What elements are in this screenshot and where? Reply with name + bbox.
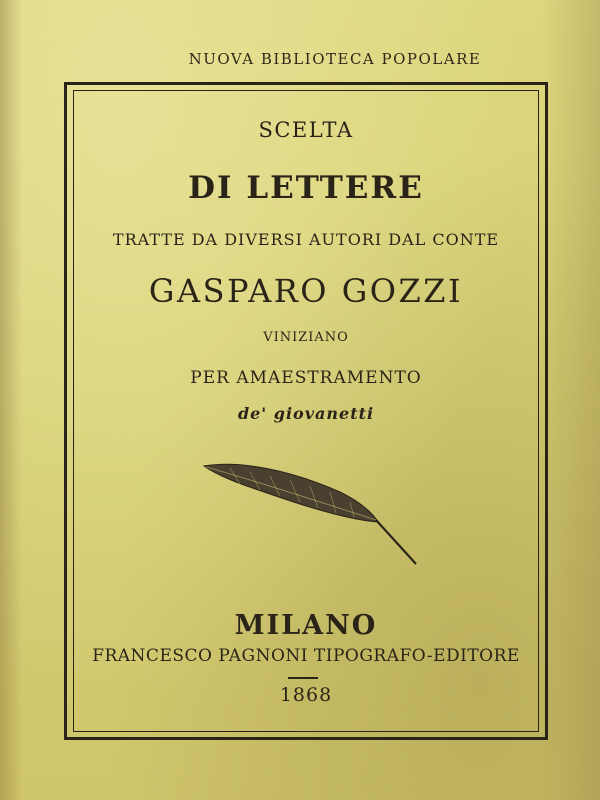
audience-line: de' giovanetti [237,404,375,423]
quill-pen-icon [200,458,422,570]
author-origin: VINIZIANO [263,330,349,345]
title-main: DI LETTERE [188,170,424,206]
imprint-divider [288,677,318,679]
series-title: NUOVA BIBLIOTECA POPOLARE [188,50,482,68]
purpose-line: PER AMAESTRAMENTO [190,368,422,388]
title-small: SCELTA [258,118,354,142]
subtitle: TRATTE DA DIVERSI AUTORI DAL CONTE [112,230,500,249]
page-edge-shadow-right [540,0,600,800]
imprint-publisher: FRANCESCO PAGNONI TIPOGRAFO-EDITORE [92,646,520,666]
author-name: GASPARO GOZZI [148,272,464,310]
imprint-city: MILANO [234,610,378,641]
page-edge-shadow-left [0,0,22,800]
imprint-year: 1868 [279,684,333,706]
